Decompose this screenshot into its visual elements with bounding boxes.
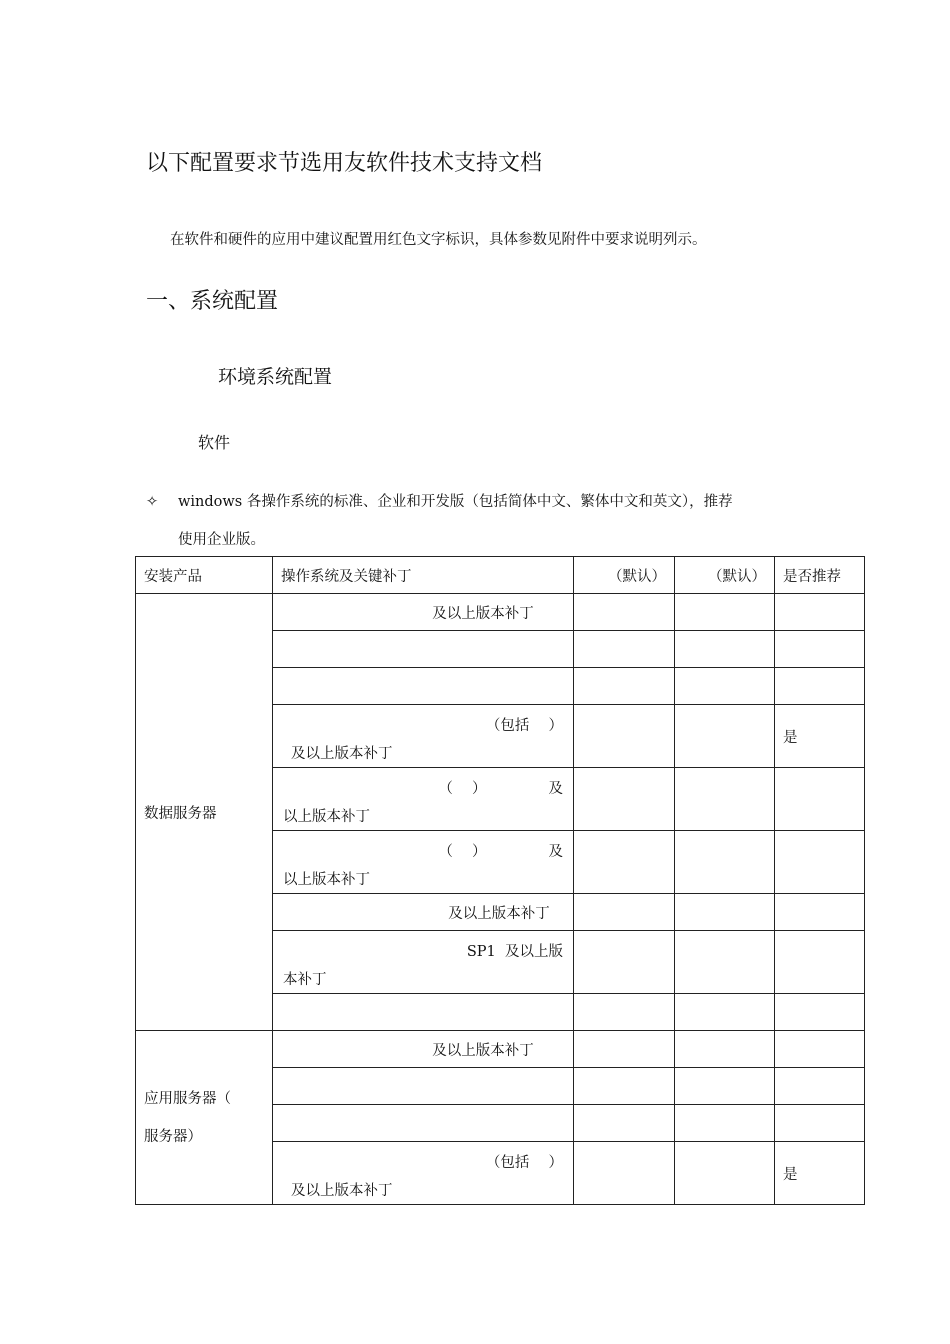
- table-cell: [574, 594, 675, 631]
- table-cell: [574, 1068, 675, 1105]
- config-table: [135, 556, 865, 1205]
- cell-text-part: （: [438, 781, 453, 797]
- cell-text-part: ）: [472, 844, 487, 860]
- table-cell: [675, 931, 775, 994]
- cell-text-part: 及: [548, 844, 563, 860]
- page-title: 以下配置要求节选用友软件技术支持文档: [146, 151, 543, 176]
- group-label-db-server: 数据服务器: [136, 594, 273, 1031]
- section-heading-system-config: 一、系统配置: [146, 289, 279, 314]
- table-cell: [775, 994, 865, 1031]
- table-cell: [574, 931, 675, 994]
- cell-text-part: （包括: [485, 1155, 530, 1171]
- group-label-line: 服务器）: [144, 1128, 202, 1145]
- subsection-heading-software: 软件: [198, 433, 231, 452]
- cell-text-part: ）: [472, 781, 487, 797]
- cell-text: 及以上版本补丁: [432, 605, 534, 622]
- cell-text: [438, 840, 563, 861]
- cell-text-part: （包括: [485, 718, 530, 734]
- table-cell: [675, 594, 775, 631]
- subsection-heading-environment: 环境系统配置: [218, 366, 333, 388]
- header-cell: （默认）: [675, 557, 775, 594]
- table-cell: [273, 768, 574, 831]
- table-cell: [675, 1068, 775, 1105]
- table-cell: [775, 1031, 865, 1068]
- table-header-row: [136, 557, 865, 594]
- table-cell: [273, 705, 574, 768]
- table-cell: [273, 668, 574, 705]
- table-cell: [574, 668, 675, 705]
- cell-text: 以上版本补丁: [283, 809, 370, 825]
- table-cell: [574, 994, 675, 1031]
- table-cell: [273, 631, 574, 668]
- table-cell: [574, 1142, 675, 1205]
- table-cell: [273, 1142, 574, 1205]
- table-cell: [273, 994, 574, 1031]
- table-cell: [775, 831, 865, 894]
- cell-text: [486, 1151, 563, 1172]
- table-cell: [675, 1142, 775, 1205]
- table-row: [136, 1031, 865, 1068]
- header-cell: 是否推荐: [775, 557, 865, 594]
- table-cell: [273, 1105, 574, 1142]
- group-label-line: 应用服务器（: [144, 1090, 231, 1107]
- table-cell: [675, 768, 775, 831]
- table-cell-recommended: 是: [775, 1142, 865, 1205]
- table-cell: [675, 631, 775, 668]
- table-cell: [574, 631, 675, 668]
- bullet-paragraph: [146, 490, 733, 511]
- table-cell: [675, 1105, 775, 1142]
- table-cell: [775, 1105, 865, 1142]
- table-cell: [273, 1031, 574, 1068]
- table-cell: [675, 1031, 775, 1068]
- header-cell: 操作系统及关键补丁: [273, 557, 574, 594]
- table-cell: [574, 705, 675, 768]
- cell-text: [438, 777, 563, 798]
- table-cell: [574, 894, 675, 931]
- group-label-app-server: [136, 1031, 273, 1205]
- cell-text: 及以上版本补丁: [291, 1183, 393, 1199]
- table-cell: [775, 768, 865, 831]
- cell-text: 以上版本补丁: [283, 872, 370, 888]
- table-cell: [273, 894, 574, 931]
- table-cell: [675, 894, 775, 931]
- table-cell: [273, 1068, 574, 1105]
- table-cell: [273, 594, 574, 631]
- table-cell: [775, 594, 865, 631]
- table-cell: [273, 831, 574, 894]
- table-cell: [574, 831, 675, 894]
- cell-text-part: ）: [548, 718, 563, 734]
- cell-text: 本补丁: [283, 972, 327, 988]
- table-cell: [775, 894, 865, 931]
- cell-text-part: 及: [548, 781, 563, 797]
- table-cell: [775, 1068, 865, 1105]
- bullet-text-line2: 使用企业版。: [178, 532, 265, 548]
- cell-text: 及以上版本补丁: [432, 1042, 534, 1059]
- intro-paragraph: 在软件和硬件的应用中建议配置用红色文字标识，具体参数见附件中要求说明列示。: [170, 232, 707, 248]
- table-cell: [775, 668, 865, 705]
- table-cell: [675, 705, 775, 768]
- table-cell: [675, 831, 775, 894]
- header-cell: 安装产品: [136, 557, 273, 594]
- table-cell: [574, 1031, 675, 1068]
- bullet-text-line1: windows 各操作系统的标准、企业和开发版（包括简体中文、繁体中文和英文），推荐: [178, 494, 733, 510]
- table-cell: [273, 931, 574, 994]
- diamond-bullet-icon: ✧: [146, 494, 159, 510]
- table-row: [136, 594, 865, 631]
- header-cell: （默认）: [574, 557, 675, 594]
- table-cell: [775, 631, 865, 668]
- table-cell: [675, 668, 775, 705]
- cell-text: [486, 714, 563, 735]
- table-cell: [574, 768, 675, 831]
- cell-text-part: ）: [548, 1155, 563, 1171]
- cell-text-part: （: [438, 844, 453, 860]
- cell-text: 及以上版本补丁: [448, 905, 550, 922]
- table-cell: [775, 931, 865, 994]
- cell-text: SP1 及以上版: [466, 944, 563, 960]
- cell-text: 及以上版本补丁: [291, 746, 393, 762]
- table-cell: [675, 994, 775, 1031]
- table-cell-recommended: 是: [775, 705, 865, 768]
- table-cell: [574, 1105, 675, 1142]
